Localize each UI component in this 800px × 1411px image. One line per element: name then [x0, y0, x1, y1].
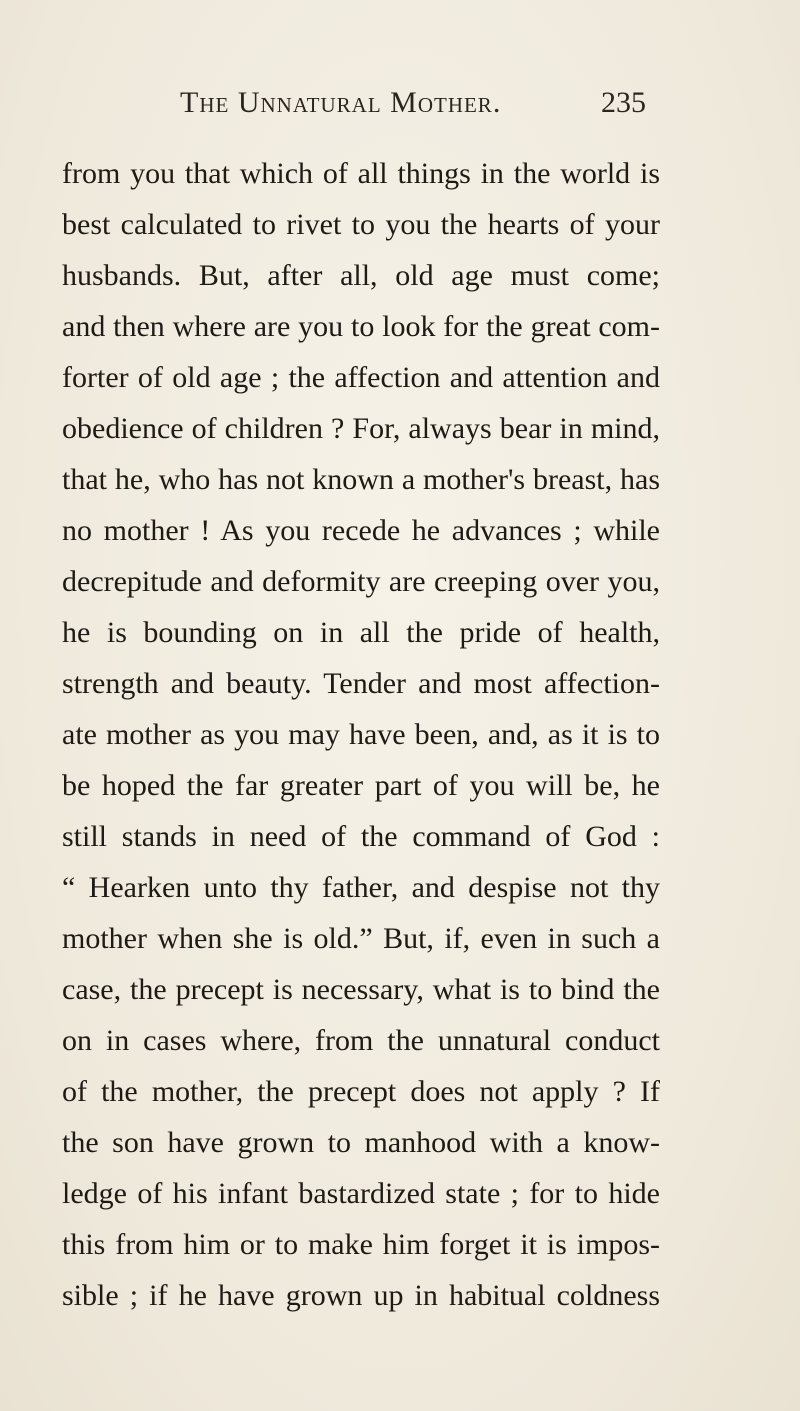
body-text	[62, 148, 662, 1321]
text-line: of the mother, the precept does not apply ? If	[62, 1075, 660, 1108]
text-line: he is bounding on in all the pride of health,	[62, 616, 660, 649]
running-head	[0, 86, 800, 126]
running-head-title: The Unnatural Mother.	[180, 86, 502, 119]
text-line: strength and beauty. Tender and most affection-	[62, 667, 660, 700]
text-line: this from him or to make him forget it is impos-	[62, 1228, 660, 1261]
text-line: that he, who has not known a mother's breast, has	[62, 463, 660, 496]
text-line: obedience of children ? For, always bear in mind,	[62, 412, 660, 445]
page-number: 235	[601, 86, 646, 119]
text-line: from you that which of all things in the world is	[62, 157, 660, 190]
text-line: sible ; if he have grown up in habitual coldness	[62, 1279, 660, 1312]
text-line: ate mother as you may have been, and, as it is to	[62, 718, 660, 751]
text-line: and then where are you to look for the great com-	[62, 310, 660, 343]
text-line: best calculated to rivet to you the hearts of your	[62, 208, 660, 241]
text-line: “ Hearken unto thy father, and despise not thy	[62, 871, 660, 904]
text-line: decrepitude and deformity are creeping over you,	[62, 565, 660, 598]
text-line: the son have grown to manhood with a know-	[62, 1126, 660, 1159]
text-line: case, the precept is necessary, what is to bind the	[62, 973, 660, 1006]
text-line: forter of old age ; the affection and attention and	[62, 361, 660, 394]
text-line: no mother ! As you recede he advances ; while	[62, 514, 660, 547]
text-line: husbands. But, after all, old age must come;	[62, 259, 660, 292]
text-line: ledge of his infant bastardized state ; for to hide	[62, 1177, 660, 1210]
text-line: still stands in need of the command of God :	[62, 820, 660, 853]
text-line: be hoped the far greater part of you will be, he	[62, 769, 660, 802]
text-line: mother when she is old.” But, if, even in such a	[62, 922, 660, 955]
text-line: on in cases where, from the unnatural conduct	[62, 1024, 660, 1057]
